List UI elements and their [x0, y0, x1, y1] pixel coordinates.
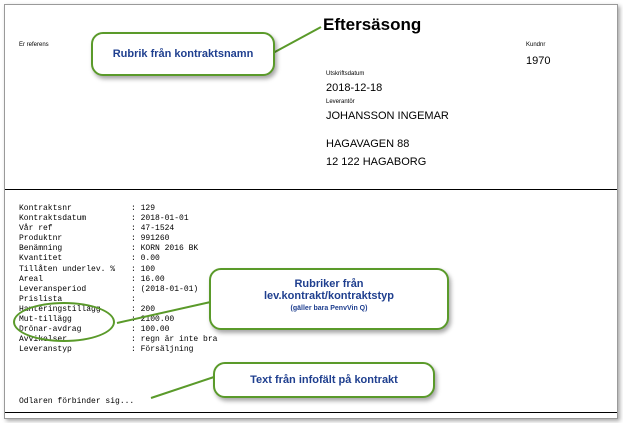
arrow-rubrik — [273, 27, 321, 53]
callout-rubriker-line-1: Rubriker från — [294, 278, 364, 290]
arrow-infofalt — [151, 376, 217, 398]
kundnr-label: Kundnr — [526, 42, 546, 48]
contract-row-benamning: Benämning : KORN 2016 BK — [19, 244, 199, 254]
address-line-2: 12 122 HAGABORG — [326, 156, 427, 168]
label-highlight-ring — [13, 302, 115, 342]
utskriftsdatum-label: Utskriftsdatum — [326, 71, 365, 77]
callout-rubrik — [91, 32, 275, 76]
contract-row-kontraktsdatum: Kontraktsdatum : 2018-01-01 — [19, 214, 189, 224]
er-referens-label: Er referens — [19, 42, 49, 48]
contract-row-var-ref: Vår ref : 47-1524 — [19, 224, 175, 234]
callout-rubriker-line-2: lev.kontrakt/kontraktstyp — [263, 290, 394, 302]
contract-row-tillaten-underlev: Tillåten underlev. % : 100 — [19, 264, 156, 274]
contract-row-avvikelser: Avvikelser : regn är inte bra — [19, 335, 218, 345]
callout-infofalt-text: Text från infofält på kontrakt — [250, 374, 398, 386]
contract-row-leveranstyp: Leveranstyp : Försäljning — [19, 345, 194, 355]
contract-row-kontraktsnr: Kontraktsnr : 129 — [19, 204, 156, 213]
arrow-rubriker — [117, 301, 215, 323]
kundnr-value: 1970 — [526, 55, 551, 67]
contract-row-leveransperiod: Leveransperiod : (2018-01-01) — [19, 284, 199, 294]
contract-row-produktnr: Produktnr : 991260 — [19, 234, 170, 244]
callout-rubrik-text: Rubrik från kontraktsnamn — [112, 48, 254, 60]
leverantor-name: JOHANSSON INGEMAR — [326, 110, 449, 122]
contract-row-dronar-avdrag: Drönar-avdrag : 100.00 — [19, 325, 170, 335]
callout-rubriker — [209, 268, 449, 330]
contract-row-hanteringstillagg: Hanteringstillägg : 200 — [19, 304, 156, 314]
document-page — [4, 4, 618, 419]
callout-infofalt — [213, 362, 435, 398]
document-title: Eftersäsong — [323, 15, 422, 34]
callout-rubriker-sub: (gäller bara PenvVin Q) — [290, 305, 368, 312]
footer-text: Odlaren förbinder sig... — [19, 397, 135, 406]
contract-row-mut-tillagg: Mut-tillägg 2100.00 — [19, 315, 175, 325]
address-line-1: HAGAVAGEN 88 — [326, 138, 410, 150]
contract-row-areal: Areal : 16.00 — [19, 274, 165, 284]
contract-row-kvantitet: Kvantitet : 0.00 — [19, 254, 160, 264]
contract-row-prislista: Prislista : — [19, 294, 136, 304]
utskriftsdatum-value: 2018-12-18 — [326, 82, 383, 94]
leverantor-label: Leverantör — [326, 99, 355, 105]
